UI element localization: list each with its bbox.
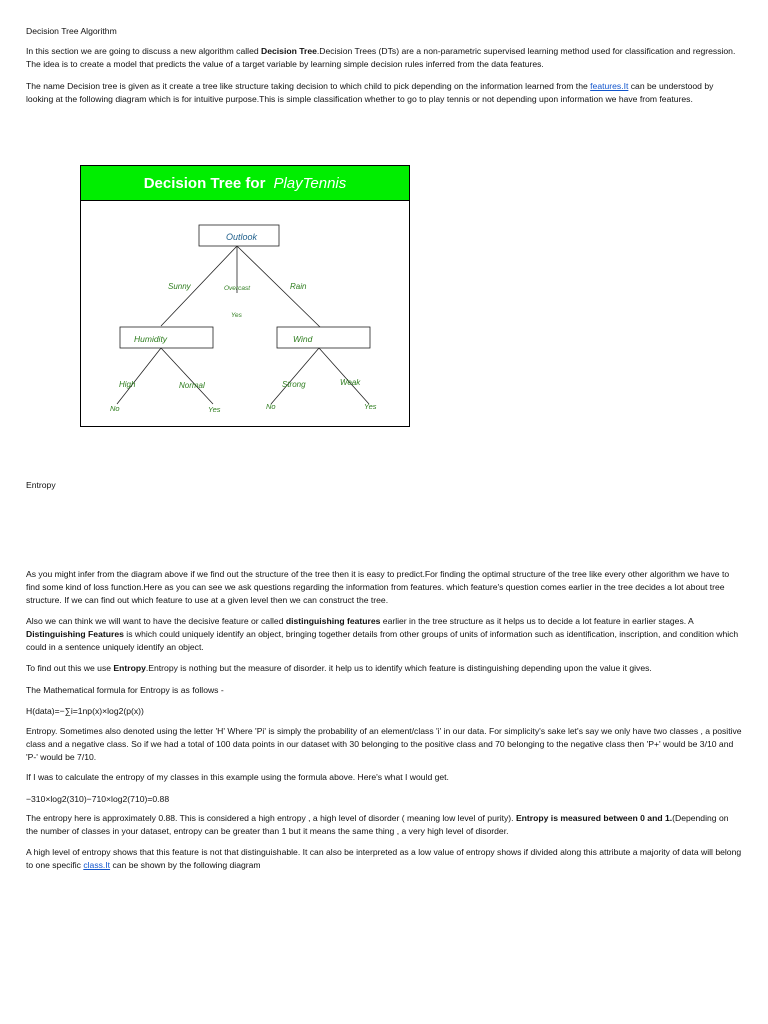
branch-high-label: High (119, 380, 136, 389)
text-run: earlier in the tree structure as it helps us to decide a lot feature in earlier stages. A (380, 616, 694, 626)
text-run: Also we can think we will want to have the decisive feature or called (26, 616, 286, 626)
branch-weak-label: Weak (340, 378, 361, 387)
features-link[interactable]: features.It (590, 81, 629, 91)
node-wind-box (277, 327, 370, 348)
figure-title-italic: PlayTennis (273, 175, 347, 192)
edge-wind-weak (319, 348, 369, 404)
figure-title (81, 166, 409, 201)
edge-humidity-normal (161, 348, 213, 404)
paragraph-calculate: If I was to calculate the entropy of my classes in this example using the formula above. Here's what I would get. (26, 772, 449, 782)
paragraph-result (26, 812, 742, 838)
paragraph-intro (26, 45, 742, 71)
text-run: The entropy here is approximately 0.88. This is considered a high entropy , a high level of disorder ( meaning low level of purity). (26, 813, 516, 823)
bold-term: Entropy is measured between 0 and 1. (515, 813, 673, 823)
edge-wind-strong (271, 348, 319, 404)
leaf-high-no: No (110, 404, 120, 413)
paragraph-entropy-intro (26, 662, 742, 675)
node-humidity-label: Humidity (134, 334, 168, 344)
paragraph-high-entropy (26, 846, 742, 872)
leaf-overcast-yes: Yes (231, 312, 242, 319)
text-run: .Decision Trees (DTs) are a non-parametric supervised learning method used for classification and regression. The idea is to create a model that predicts the value of a target variable by learning simple decision rules inferred from the data features. (26, 46, 736, 69)
paragraph-formula-intro: The Mathematical formula for Entropy is as follows - (26, 685, 224, 695)
formula-entropy: H(data)=−∑i=1np(x)×log2(p(x)) (26, 706, 144, 716)
bold-term: Entropy (113, 663, 146, 673)
entropy-heading: Entropy (26, 480, 56, 490)
bold-term: Decision Tree (261, 46, 317, 56)
node-outlook-label: Outlook (226, 232, 258, 242)
branch-overcast-label: Overcast (224, 285, 251, 292)
text-run: .Entropy is nothing but the measure of disorder. it help us to identify which feature is distinguishing depending upon the value it gives. (145, 663, 652, 673)
node-wind-label: Wind (293, 334, 313, 344)
text-run: is which could uniquely identify an object, bringing together details from other groups of units of information such as identification, inscription, and condition which could in a sentence uniquely identify an object. (26, 629, 739, 652)
paragraph-entropy-explained: Entropy. Sometimes also denoted using the letter 'H' Where 'Pi' is simply the probability of an element/class 'i' in our data. For simplicity's sake let's say we only have two classes , a positive class and a negative class. So if we had a total of 100 data points in our dataset with 30 belonging to the positive class and 70 belonging to the negative class then 'P+' would be 3/10 and 'P-' would be 7/10. (26, 726, 742, 762)
figure-title-main: Decision Tree for (143, 175, 266, 192)
bold-term: Distinguishing Features (26, 629, 124, 639)
branch-strong-label: Strong (282, 380, 306, 389)
edge-humidity-high (117, 348, 161, 404)
bold-term: distinguishing features (285, 616, 381, 626)
text-run: (Depending on the number of classes in your dataset, entropy can be greater than 1 but it means the same thing , a very high level of disorder. (26, 813, 729, 836)
leaf-normal-yes: Yes (208, 405, 221, 414)
paragraph-distinguishing (26, 615, 742, 654)
tree-diagram (81, 201, 408, 425)
branch-normal-label: Normal (179, 381, 205, 390)
paragraph-name (26, 80, 742, 106)
text-run: A high level of entropy shows that this feature is not that distinguishable. It can also be interpreted as a low value of entropy shows if divided along this attribute a majority of data will belong to one specific (26, 847, 742, 870)
formula-example: −310×log2(310)−710×log2(710)=0.88 (26, 794, 170, 804)
section-heading: Decision Tree Algorithm (26, 26, 117, 36)
branch-rain-label: Rain (290, 282, 307, 291)
text-run: In this section we are going to discuss a new algorithm called (26, 46, 262, 56)
branch-sunny-label: Sunny (168, 282, 191, 291)
text-run: To find out this we use (26, 663, 114, 673)
text-run: can be shown by the following diagram (110, 860, 261, 870)
paragraph-structure: As you might infer from the diagram above if we find out the structure of the tree then it is easy to predict.For finding the optimal structure of the tree like every other algorithm we have to find some kind of loss function.Here as you can see we ask questions regarding the information from features. which feature's question comes earlier in the tree decides a lot about tree structure. If we can find out which feature to use at a given level then we can construct the tree. (26, 569, 730, 605)
leaf-strong-no: No (266, 402, 276, 411)
text-run: can be understood by looking at the following diagram which is for intuitive purpose.This is simple classification whether to go to play tennis or not depending upon information we have from features. (26, 81, 714, 104)
decision-tree-figure (80, 165, 410, 427)
text-run: The name Decision tree is given as it create a tree like structure taking decision to which child to pick depending on the information learned from the (26, 81, 591, 91)
class-link[interactable]: class.It (83, 860, 111, 870)
leaf-weak-yes: Yes (364, 402, 377, 411)
